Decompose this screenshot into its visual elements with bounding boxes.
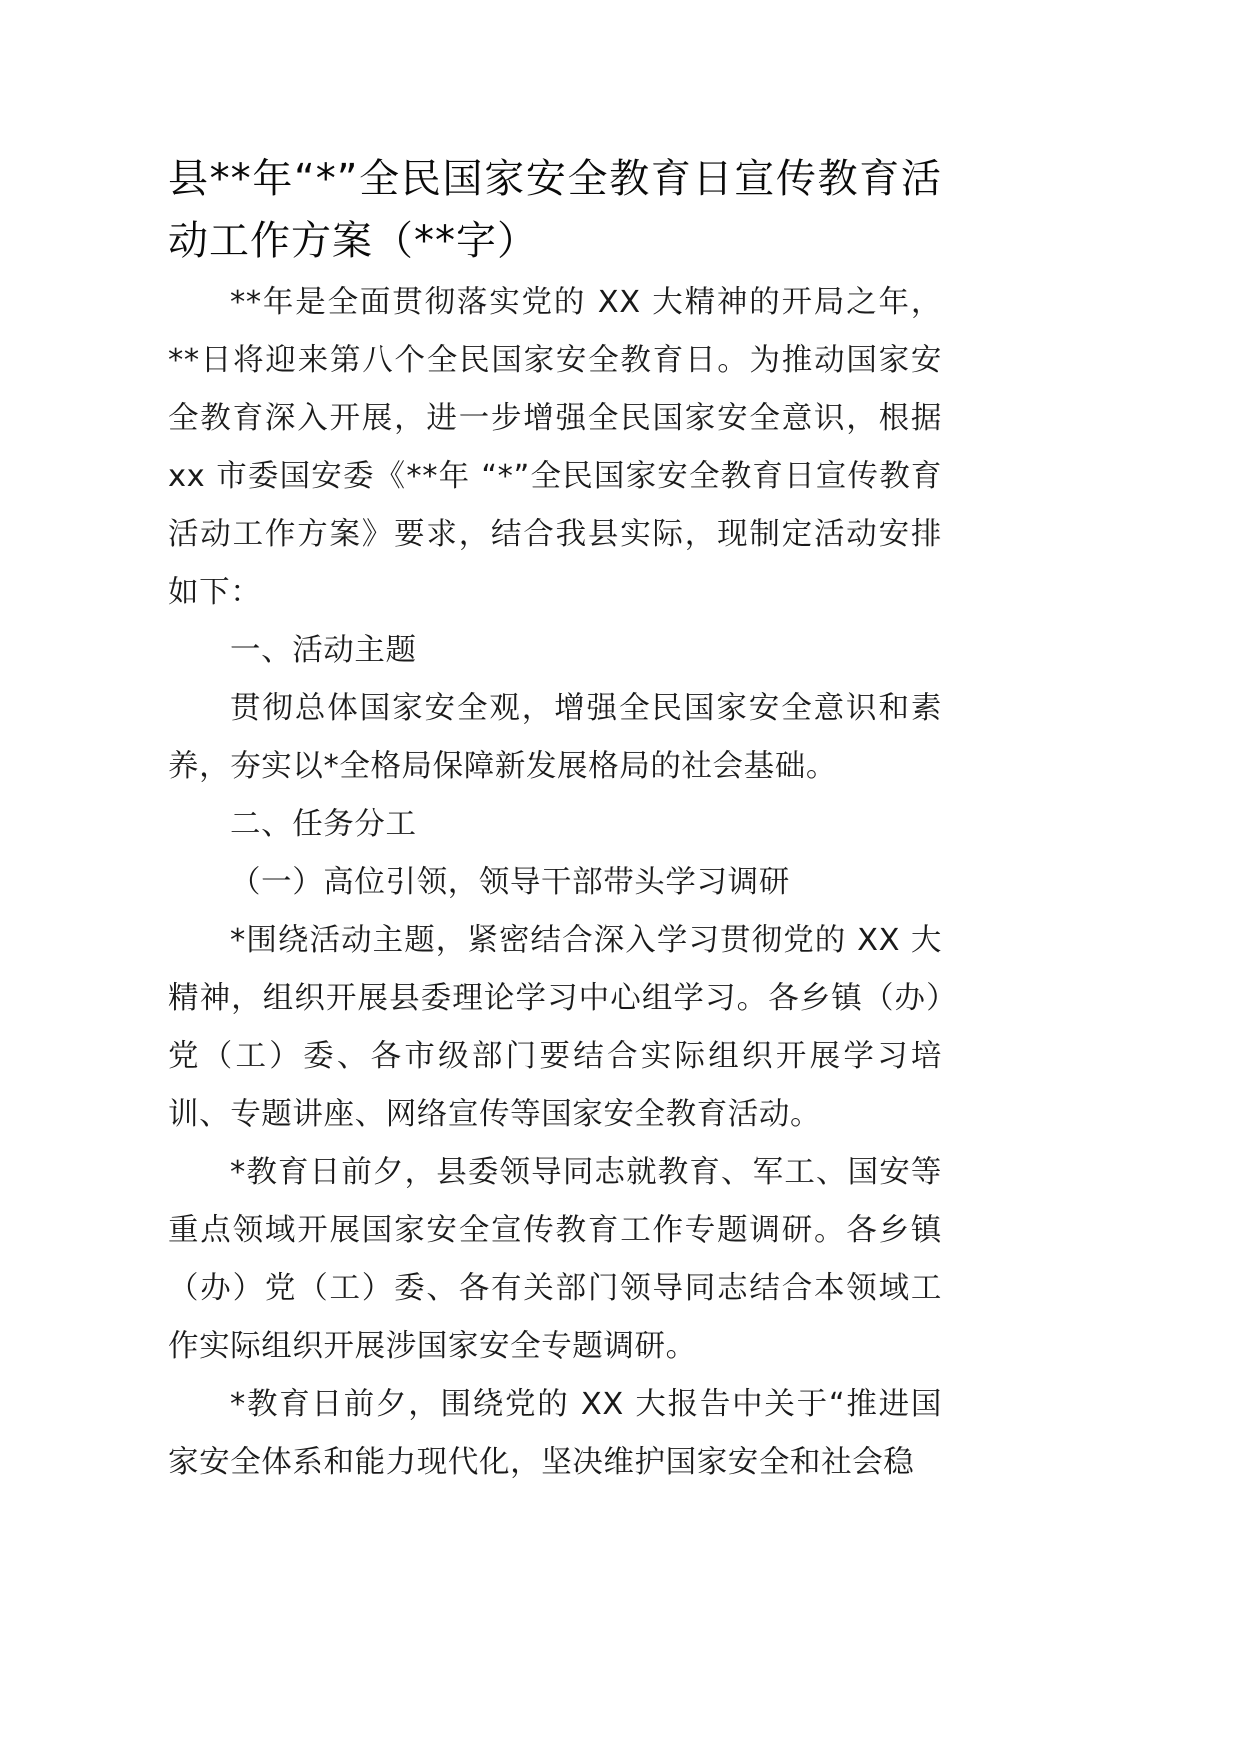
task-paragraph-1: *围绕活动主题，紧密结合深入学习贯彻党的 XX 大精神，组织开展县委理论学习中心组学习。各乡镇（办）党（工）委、各市级部门要结合实际组织开展学习培训、专题讲座、网络宣传等国家安全教育活动。 [168,923,942,1132]
task-paragraph-2: *教育日前夕，县委领导同志就教育、军工、国安等重点领域开展国家安全宣传教育工作专题调研。各乡镇（办）党（工）委、各有关部门领导同志结合本领域工作实际组织开展涉国家安全专题调研。 [168,1155,942,1364]
section-heading-theme: 一、活动主题 [230,633,417,668]
subsection-heading-leadership: （一）高位引领，领导干部带头学习调研 [230,865,790,900]
document-page [168,148,942,1492]
theme-paragraph: 贯彻总体国家安全观，增强全民国家安全意识和素养，夯实以*全格局保障新发展格局的社会基础。 [168,691,942,784]
document-title: 县**年“*”全民国家安全教育日宣传教育活动工作方案（**字） [168,156,942,264]
section-heading-tasks: 二、任务分工 [230,807,417,842]
task-paragraph-3: *教育日前夕，围绕党的 XX 大报告中关于“推进国家安全体系和能力现代化，坚决维护国家安全和社会稳 [168,1387,942,1480]
intro-paragraph: **年是全面贯彻落实党的 XX 大精神的开局之年，**日将迎来第八个全民国家安全教育日。为推动国家安全教育深入开展，进一步增强全民国家安全意识，根据 xx 市委国安委《**年 “*”全民国家安全教育日宣传教育活动工作方案》要求，结合我县实际，现制定活动安排如下： [168,285,942,610]
